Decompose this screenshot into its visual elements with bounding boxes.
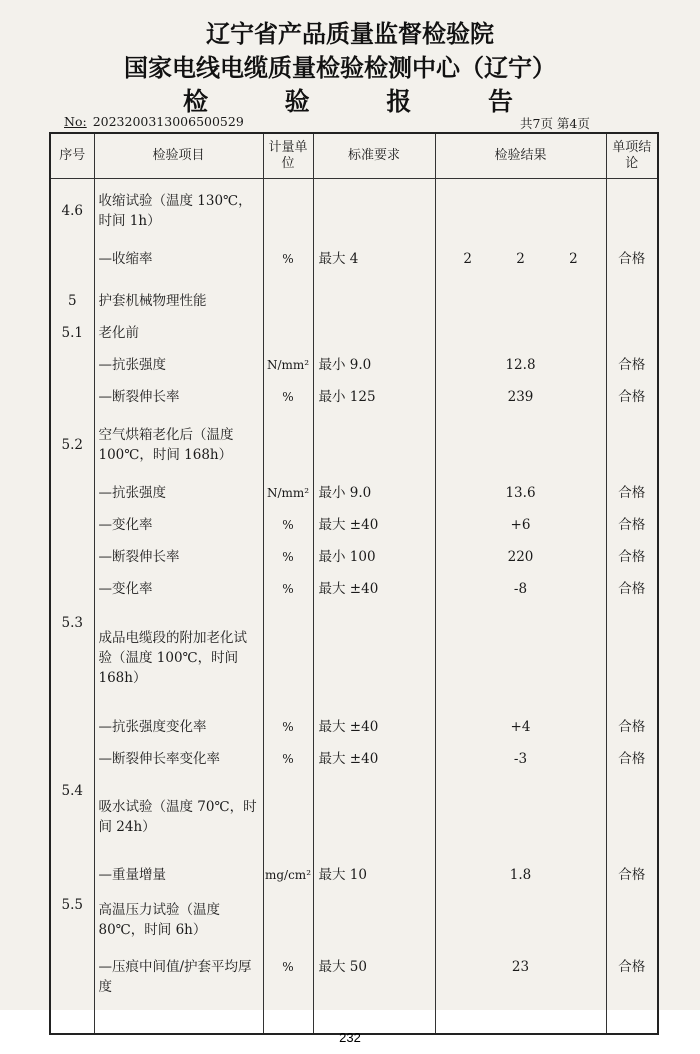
cell-item: 空气烘箱老化后（温度 100℃，时间 168h） xyxy=(94,413,263,477)
cell-unit: mg/cm² xyxy=(263,859,313,891)
cell-result: 239 xyxy=(435,381,606,413)
table-row xyxy=(50,711,658,743)
cell-req: 最大 50 xyxy=(313,949,435,1034)
cell-conclusion: 合格 xyxy=(606,949,658,1034)
cell-seq: 5.5 xyxy=(50,891,94,949)
col-result-header: 检验结果 xyxy=(435,133,606,179)
cell-seq xyxy=(50,949,94,1034)
table-row xyxy=(50,381,658,413)
inspection-table xyxy=(49,132,659,1035)
cell-unit xyxy=(263,775,313,859)
col-seq-header: 序号 xyxy=(50,133,94,179)
cell-result: 13.6 xyxy=(435,477,606,509)
cell-result xyxy=(435,413,606,477)
cell-result: 2 2 2 xyxy=(435,243,606,275)
cell-item: —断裂伸长率变化率 xyxy=(94,743,263,775)
cell-seq xyxy=(50,541,94,573)
table-row xyxy=(50,349,658,381)
cell-unit: % xyxy=(263,573,313,605)
table-header-row xyxy=(50,133,658,179)
cell-req: 最小 9.0 xyxy=(313,477,435,509)
cell-seq: 5.3 xyxy=(50,605,94,711)
cell-result: +6 xyxy=(435,509,606,541)
cell-item: 吸水试验（温度 70℃，时间 24h） xyxy=(94,775,263,859)
cell-req xyxy=(313,775,435,859)
institute-name: 辽宁省产品质量监督检验院 xyxy=(206,19,494,48)
cell-item: —变化率 xyxy=(94,509,263,541)
cell-req xyxy=(313,317,435,349)
cell-conclusion: 合格 xyxy=(606,349,658,381)
table-row xyxy=(50,605,658,711)
cell-conclusion: 合格 xyxy=(606,381,658,413)
cell-unit xyxy=(263,179,313,244)
cell-conclusion: 合格 xyxy=(606,477,658,509)
cell-result: 12.8 xyxy=(435,349,606,381)
table-row xyxy=(50,891,658,949)
cell-unit: % xyxy=(263,711,313,743)
cell-conclusion: 合格 xyxy=(606,243,658,275)
cell-req: 最大 ±40 xyxy=(313,509,435,541)
cell-unit: % xyxy=(263,243,313,275)
table-row xyxy=(50,573,658,605)
cell-conclusion xyxy=(606,285,658,317)
cell-seq xyxy=(50,477,94,509)
cell-item: —重量增量 xyxy=(94,859,263,891)
cell-seq xyxy=(50,743,94,775)
cell-item: —抗张强度变化率 xyxy=(94,711,263,743)
table-row xyxy=(50,477,658,509)
table-row xyxy=(50,949,658,1034)
center-name: 国家电线电缆质量检验检测中心（辽宁） xyxy=(124,53,556,82)
cell-unit xyxy=(263,285,313,317)
cell-unit: % xyxy=(263,509,313,541)
col-conclusion-header: 单项结论 xyxy=(606,133,658,179)
cell-item: —收缩率 xyxy=(94,243,263,275)
cell-req: 最大 ±40 xyxy=(313,743,435,775)
cell-req xyxy=(313,285,435,317)
cell-item: —抗张强度 xyxy=(94,477,263,509)
cell-unit: N/mm² xyxy=(263,349,313,381)
cell-item: —断裂伸长率 xyxy=(94,541,263,573)
cell-result xyxy=(435,775,606,859)
table-row xyxy=(50,317,658,349)
table-row xyxy=(50,775,658,859)
cell-seq xyxy=(50,243,94,275)
cell-seq xyxy=(50,381,94,413)
page-info: 共7页 第4页 xyxy=(520,116,590,131)
cell-result: 1.8 xyxy=(435,859,606,891)
cell-result xyxy=(435,891,606,949)
table-row xyxy=(50,413,658,477)
cell-req: 最大 10 xyxy=(313,859,435,891)
cell-conclusion: 合格 xyxy=(606,509,658,541)
cell-item: 成品电缆段的附加老化试验（温度 100℃，时间 168h） xyxy=(94,605,263,711)
cell-seq xyxy=(50,859,94,891)
cell-result xyxy=(435,179,606,244)
cell-item: 高温压力试验（温度 80℃，时间 6h） xyxy=(94,891,263,949)
cell-item: —断裂伸长率 xyxy=(94,381,263,413)
col-item-header: 检验项目 xyxy=(94,133,263,179)
cell-item: 老化前 xyxy=(94,317,263,349)
cell-result: 220 xyxy=(435,541,606,573)
cell-req: 最大 ±40 xyxy=(313,711,435,743)
report-number xyxy=(64,114,244,129)
cell-seq xyxy=(50,573,94,605)
cell-result: -3 xyxy=(435,743,606,775)
cell-conclusion xyxy=(606,605,658,711)
cell-conclusion xyxy=(606,317,658,349)
report-title: 检 验 报 告 xyxy=(182,87,548,116)
cell-item: —变化率 xyxy=(94,573,263,605)
cell-unit: % xyxy=(263,541,313,573)
cell-conclusion: 合格 xyxy=(606,573,658,605)
cell-seq: 5.1 xyxy=(50,317,94,349)
cell-conclusion xyxy=(606,775,658,859)
cell-result: -8 xyxy=(435,573,606,605)
page-number: 232 xyxy=(339,1030,361,1045)
cell-req xyxy=(313,413,435,477)
cell-req xyxy=(313,179,435,244)
report-number-label: No: xyxy=(64,114,87,129)
cell-item: —抗张强度 xyxy=(94,349,263,381)
cell-conclusion xyxy=(606,413,658,477)
cell-unit: % xyxy=(263,743,313,775)
cell-seq: 4.6 xyxy=(50,179,94,244)
table-row xyxy=(50,859,658,891)
cell-conclusion xyxy=(606,891,658,949)
cell-unit: % xyxy=(263,381,313,413)
cell-req: 最小 9.0 xyxy=(313,349,435,381)
cell-conclusion: 合格 xyxy=(606,743,658,775)
cell-item: 收缩试验（温度 130℃，时间 1h） xyxy=(94,179,263,244)
cell-unit xyxy=(263,605,313,711)
cell-item: —压痕中间值/护套平均厚度 xyxy=(94,949,263,1034)
cell-req: 最小 100 xyxy=(313,541,435,573)
cell-result xyxy=(435,605,606,711)
cell-unit xyxy=(263,413,313,477)
cell-seq: 5.2 xyxy=(50,413,94,477)
report-number-value: 2023200313006500529 xyxy=(92,114,244,129)
cell-conclusion: 合格 xyxy=(606,541,658,573)
cell-seq xyxy=(50,509,94,541)
cell-conclusion xyxy=(606,179,658,244)
cell-result: 23 xyxy=(435,949,606,1034)
cell-conclusion: 合格 xyxy=(606,859,658,891)
col-req-header: 标准要求 xyxy=(313,133,435,179)
cell-seq xyxy=(50,711,94,743)
col-unit-header: 计量单位 xyxy=(263,133,313,179)
spacer-row xyxy=(50,275,658,285)
cell-result xyxy=(435,317,606,349)
cell-req: 最小 125 xyxy=(313,381,435,413)
cell-unit: N/mm² xyxy=(263,477,313,509)
cell-req: 最大 4 xyxy=(313,243,435,275)
cell-result xyxy=(435,285,606,317)
cell-result: +4 xyxy=(435,711,606,743)
table-row xyxy=(50,541,658,573)
cell-item: 护套机械物理性能 xyxy=(94,285,263,317)
cell-unit: % xyxy=(263,949,313,1034)
table-row xyxy=(50,243,658,275)
cell-unit xyxy=(263,891,313,949)
cell-seq: 5.4 xyxy=(50,775,94,859)
table-row xyxy=(50,743,658,775)
cell-conclusion: 合格 xyxy=(606,711,658,743)
cell-seq xyxy=(50,349,94,381)
table-row xyxy=(50,285,658,317)
table-row xyxy=(50,179,658,244)
cell-unit xyxy=(263,317,313,349)
cell-req xyxy=(313,891,435,949)
cell-req xyxy=(313,605,435,711)
table-row xyxy=(50,509,658,541)
cell-req: 最大 ±40 xyxy=(313,573,435,605)
cell-seq: 5 xyxy=(50,285,94,317)
